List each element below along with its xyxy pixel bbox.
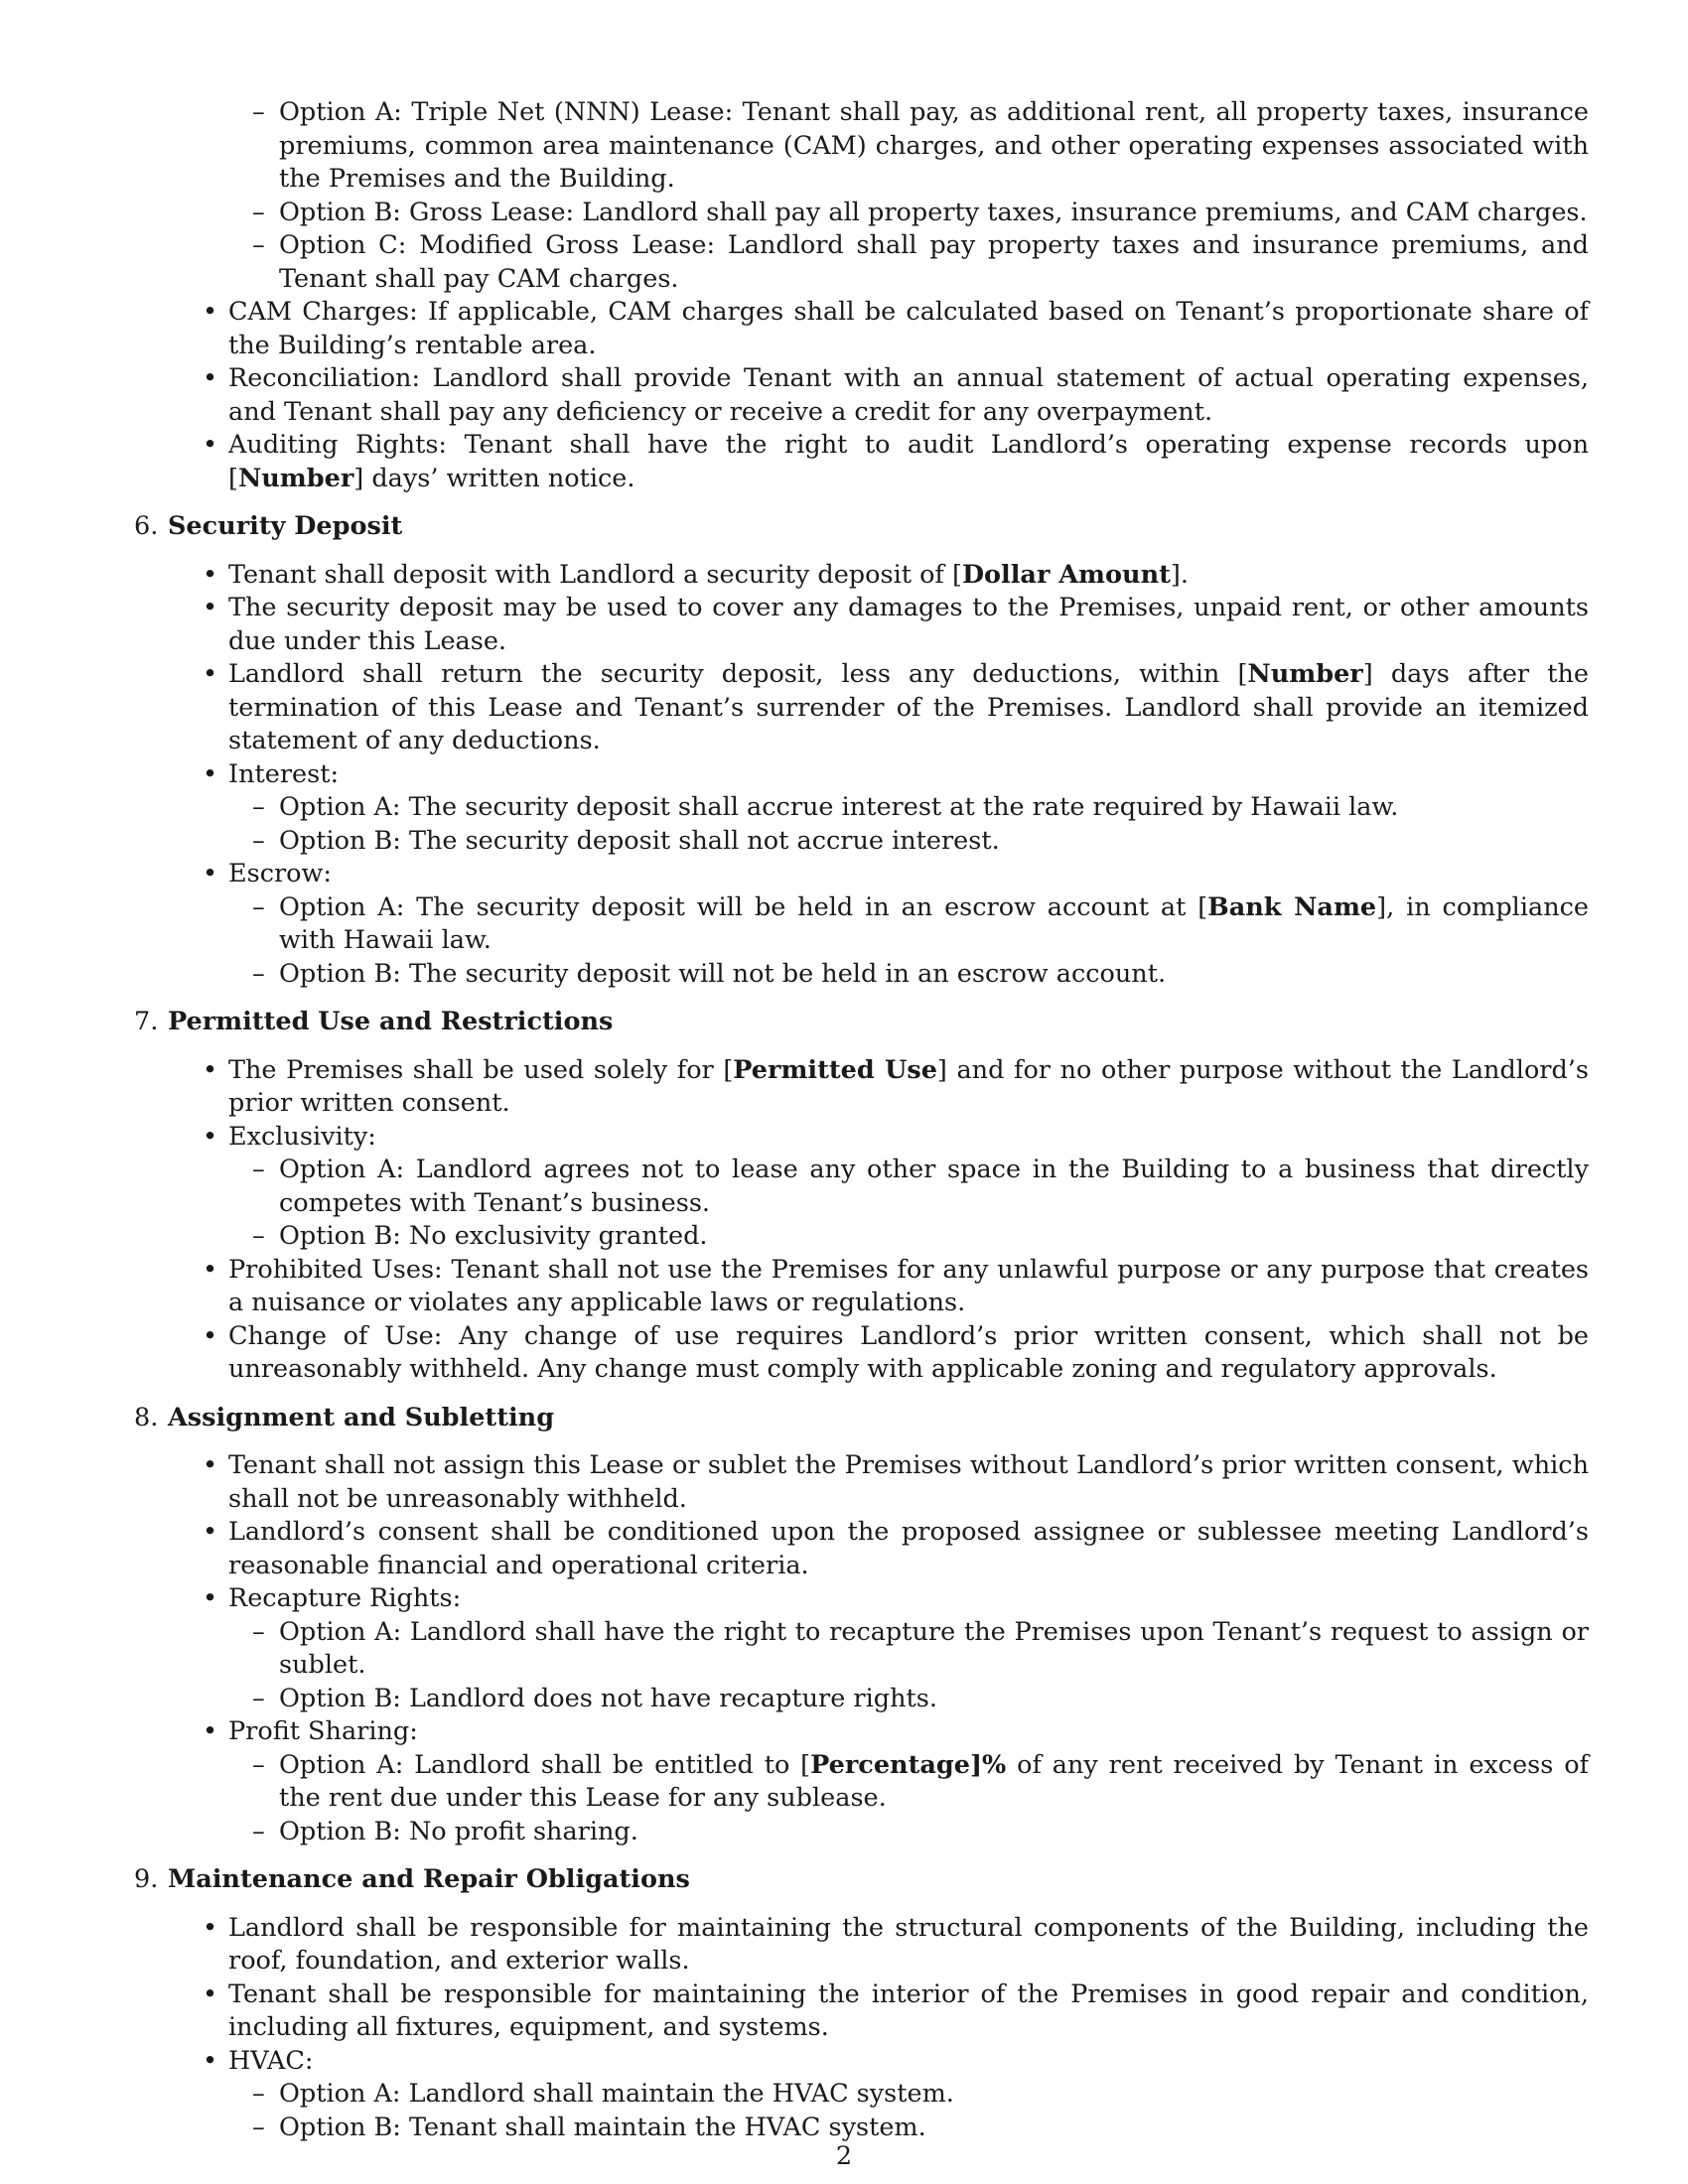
interest-option-a: – Option A: The security deposit shall accrue interest at the rate required by Hawaii law. (279, 791, 1589, 825)
escrow-option-b: – Option B: The security deposit will not be held in an escrow account. (279, 958, 1589, 992)
assignment-consent-item: • Tenant shall not assign this Lease or sublet the Premises without Landlord’s prior written consent, which shall not be unreasonably withheld. (228, 1449, 1589, 1516)
interest-option-b: – Option B: The security deposit shall not accrue interest. (279, 825, 1589, 859)
exclusivity-item: • Exclusivity: (228, 1121, 1589, 1155)
lease-option-a: – Option A: Triple Net (NNN) Lease: Tenant shall pay, as additional rent, all property taxes, insurance premiums, common area maintenance (CAM) charges, and other operating expenses associated with the Premises and the Building. (279, 96, 1589, 197)
lease-option-c: – Option C: Modified Gross Lease: Landlord shall pay property taxes and insurance premiums, and Tenant shall pay CAM charges. (279, 229, 1589, 296)
profit-sharing-item: • Profit Sharing: (228, 1715, 1589, 1749)
consent-conditions-item: • Landlord’s consent shall be conditioned upon the proposed assignee or sublessee meeting Landlord’s reasonable financial and operational criteria. (228, 1516, 1589, 1582)
escrow-option-a: – Option A: The security deposit will be held in an escrow account at [Bank Name], in compliance with Hawaii law. (279, 891, 1589, 958)
placeholder-number: Number (237, 463, 354, 493)
lease-option-b: – Option B: Gross Lease: Landlord shall pay all property taxes, insurance premiums, and CAM charges. (279, 197, 1589, 230)
section-9-heading: 9. Maintenance and Repair Obligations (134, 1864, 690, 1894)
placeholder-percentage: Percentage]% (810, 1749, 1007, 1780)
interest-item: • Interest: (228, 758, 1589, 792)
exclusivity-option-a: – Option A: Landlord agrees not to lease any other space in the Building to a business that directly competes with Tenant’s business. (279, 1154, 1589, 1220)
section-7-heading: 7. Permitted Use and Restrictions (134, 1007, 614, 1036)
recapture-option-a: – Option A: Landlord shall have the right to recapture the Premises upon Tenant’s request to assign or sublet. (279, 1616, 1589, 1683)
cam-charges-item: • CAM Charges: If applicable, CAM charges shall be calculated based on Tenant’s proportionate share of the Building’s rentable area. (228, 296, 1589, 362)
placeholder-number: Number (1247, 659, 1363, 689)
landlord-maintenance-item: • Landlord shall be responsible for maintaining the structural components of the Building, including the roof, foundation, and exterior walls. (228, 1912, 1589, 1979)
deposit-return-item: • Landlord shall return the security deposit, less any deductions, within [Number] days after the termination of this Lease and Tenant’s surrender of the Premises. Landlord shall provide an itemized statement of any deductions. (228, 658, 1589, 758)
permitted-use-item: • The Premises shall be used solely for [Permitted Use] and for no other purpose without the Landlord’s prior written consent. (228, 1054, 1589, 1121)
profit-sharing-option-b: – Option B: No profit sharing. (279, 1816, 1589, 1849)
deposit-amount-item: • Tenant shall deposit with Landlord a security deposit of [Dollar Amount]. (228, 559, 1589, 593)
escrow-item: • Escrow: (228, 858, 1589, 891)
hvac-option-a: – Option A: Landlord shall maintain the HVAC system. (279, 2078, 1589, 2112)
profit-sharing-option-a: – Option A: Landlord shall be entitled to [Percentage]% of any rent received by Tenant in excess of the rent due under this Lease for any sublease. (279, 1749, 1589, 1816)
section-8-heading: 8. Assignment and Subletting (134, 1402, 555, 1433)
tenant-maintenance-item: • Tenant shall be responsible for maintaining the interior of the Premises in good repair and condition, including all fixtures, equipment, and systems. (228, 1979, 1589, 2045)
hvac-option-b: – Option B: Tenant shall maintain the HVAC system. (279, 2112, 1589, 2145)
placeholder-permitted-use: Permitted Use (733, 1054, 937, 1085)
change-of-use-item: • Change of Use: Any change of use requires Landlord’s prior written consent, which shall not be unreasonably withheld. Any change must comply with applicable zoning and regulatory approvals. (228, 1320, 1589, 1387)
prohibited-uses-item: • Prohibited Uses: Tenant shall not use the Premises for any unlawful purpose or any purpose that creates a nuisance or violates any applicable laws or regulations. (228, 1254, 1589, 1320)
recapture-option-b: – Option B: Landlord does not have recapture rights. (279, 1683, 1589, 1716)
document-page (134, 96, 1589, 2144)
auditing-rights-item: • Auditing Rights: Tenant shall have the right to audit Landlord’s operating expense records upon [Number] days’ written notice. (228, 429, 1589, 495)
exclusivity-option-b: – Option B: No exclusivity granted. (279, 1220, 1589, 1254)
placeholder-dollar-amount: Dollar Amount (961, 559, 1171, 590)
recapture-rights-item: • Recapture Rights: (228, 1582, 1589, 1616)
section-6-heading: 6. Security Deposit (134, 511, 403, 541)
reconciliation-item: • Reconciliation: Landlord shall provide Tenant with an annual statement of actual operating expenses, and Tenant shall pay any deficiency or receive a credit for any overpayment. (228, 362, 1589, 429)
page-number: 2 (835, 2141, 853, 2171)
placeholder-bank-name: Bank Name (1207, 891, 1377, 922)
deposit-use-item: • The security deposit may be used to cover any damages to the Premises, unpaid rent, or other amounts due under this Lease. (228, 592, 1589, 658)
hvac-item: • HVAC: (228, 2045, 1589, 2079)
